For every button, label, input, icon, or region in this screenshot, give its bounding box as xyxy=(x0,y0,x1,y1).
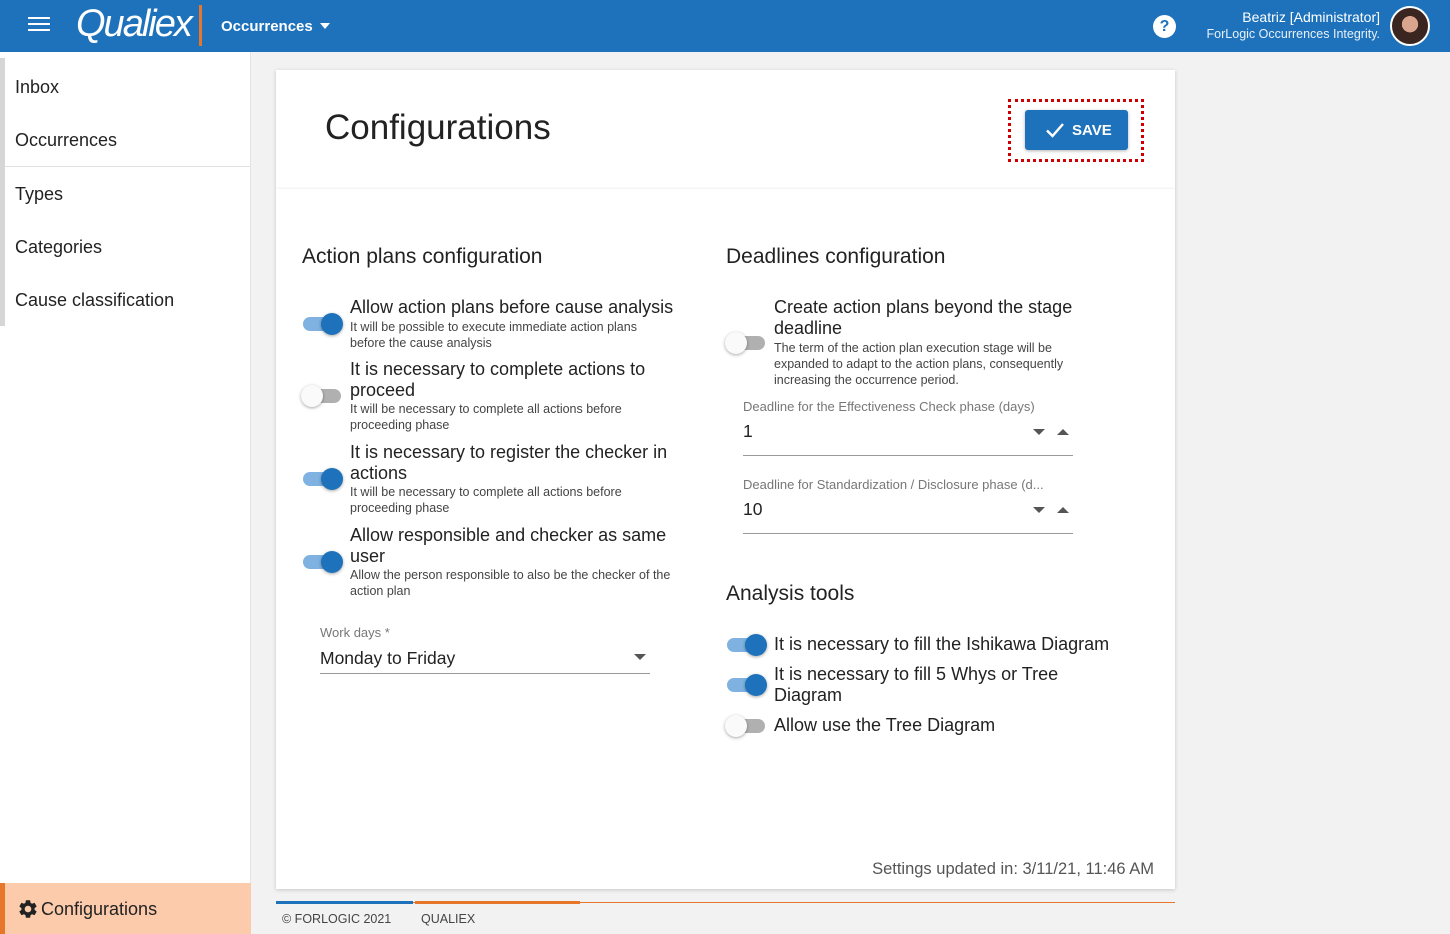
page-title: Configurations xyxy=(325,108,551,147)
footer-copyright: © FORLOGIC 2021 xyxy=(282,912,392,926)
option-title: It is necessary to fill the Ishikawa Diagram xyxy=(774,634,1110,654)
sidebar-item-label: Configurations xyxy=(41,899,158,919)
option-title: It is necessary to register the checker in actions xyxy=(350,442,668,483)
standardization-deadline-input[interactable]: 10 xyxy=(743,499,763,519)
toggle-allow-action-plans-before-cause[interactable] xyxy=(303,312,345,336)
sidebar-item-configurations[interactable] xyxy=(0,883,251,934)
top-bar xyxy=(0,0,1450,52)
sidebar-accent-bar xyxy=(0,58,5,326)
toggle-complete-actions-to-proceed[interactable] xyxy=(303,384,345,408)
chevron-down-icon[interactable] xyxy=(634,654,646,660)
sidebar-item-types[interactable]: Types xyxy=(15,184,64,204)
toggle-ishikawa-diagram[interactable] xyxy=(727,633,769,657)
option-title: It is necessary to complete actions to proceed xyxy=(350,359,646,400)
avatar[interactable] xyxy=(1390,6,1430,46)
work-days-underline xyxy=(320,673,650,674)
save-label: SAVE xyxy=(1072,122,1112,139)
effectiveness-deadline-label: Deadline for the Effectiveness Check phase (days) xyxy=(743,399,1035,414)
gear-icon xyxy=(17,898,39,920)
increment-arrow-icon[interactable] xyxy=(1057,507,1069,513)
chevron-down-icon[interactable] xyxy=(320,23,330,29)
option-description: It will be necessary to complete all actions before proceeding phase xyxy=(350,485,622,515)
logo-divider xyxy=(199,5,202,46)
qualiex-logo[interactable]: Qualiex xyxy=(76,3,191,45)
work-days-label: Work days * xyxy=(320,625,390,640)
footer-tab-indicator xyxy=(276,901,413,904)
option-description: The term of the action plan execution stage will be expanded to adapt to the action plans, consequently increasing the occurrence period. xyxy=(774,341,1064,387)
hamburger-menu-icon[interactable] xyxy=(28,17,50,35)
effectiveness-deadline-input[interactable]: 1 xyxy=(743,421,753,441)
toggle-responsible-and-checker-same-user[interactable] xyxy=(303,550,345,574)
save-button[interactable] xyxy=(1025,110,1128,150)
option-description: Allow the person responsible to also be the checker of the action plan xyxy=(350,568,671,598)
increment-arrow-icon[interactable] xyxy=(1057,429,1069,435)
user-name[interactable]: Beatriz [Administrator] xyxy=(1242,9,1380,25)
work-days-select[interactable]: Monday to Friday xyxy=(320,648,456,668)
sidebar-item-inbox[interactable]: Inbox xyxy=(15,77,60,97)
option-title: It is necessary to fill 5 Whys or Tree Diagram xyxy=(774,664,1059,705)
option-description: It will be necessary to complete all actions before proceeding phase xyxy=(350,402,622,432)
sidebar-item-categories[interactable]: Categories xyxy=(15,237,103,257)
option-title: Allow use the Tree Diagram xyxy=(774,715,996,735)
settings-updated-status: Settings updated in: 3/11/21, 11:46 AM xyxy=(872,860,1154,878)
analysis-tools-section-title: Analysis tools xyxy=(726,582,855,605)
help-icon[interactable]: ? xyxy=(1153,15,1176,38)
effectiveness-deadline-underline xyxy=(743,455,1073,456)
action-plans-section-title: Action plans configuration xyxy=(302,245,543,268)
check-icon xyxy=(1045,121,1065,139)
standardization-deadline-underline xyxy=(743,533,1073,534)
footer xyxy=(276,902,1175,934)
sidebar-divider xyxy=(5,166,251,167)
sidebar-item-cause-classification[interactable]: Cause classification xyxy=(15,290,175,310)
user-organization: ForLogic Occurrences Integrity. xyxy=(1206,27,1380,41)
module-selector[interactable]: Occurrences xyxy=(221,18,313,35)
standardization-deadline-label: Deadline for Standardization / Disclosure phase (d... xyxy=(743,477,1044,492)
toggle-register-checker-in-actions[interactable] xyxy=(303,467,345,491)
option-title: Create action plans beyond the stage deadline xyxy=(774,297,1073,338)
toggle-create-action-plans-beyond-deadline[interactable] xyxy=(727,331,769,355)
decrement-arrow-icon[interactable] xyxy=(1033,429,1045,435)
footer-tab-indicator xyxy=(415,901,580,904)
option-title: Allow action plans before cause analysis xyxy=(350,297,674,317)
footer-brand[interactable]: QUALIEX xyxy=(421,912,476,926)
settings-card xyxy=(276,189,1175,889)
toggle-allow-tree-diagram[interactable] xyxy=(727,714,769,738)
option-description: It will be possible to execute immediate action plans before the cause analysis xyxy=(350,320,637,350)
page-header-card xyxy=(276,70,1175,189)
decrement-arrow-icon[interactable] xyxy=(1033,507,1045,513)
sidebar-item-occurrences[interactable]: Occurrences xyxy=(15,130,118,150)
deadlines-section-title: Deadlines configuration xyxy=(726,245,946,268)
option-title: Allow responsible and checker as same user xyxy=(350,525,667,566)
sidebar xyxy=(0,52,251,934)
toggle-5-whys-or-tree-diagram[interactable] xyxy=(727,673,769,697)
